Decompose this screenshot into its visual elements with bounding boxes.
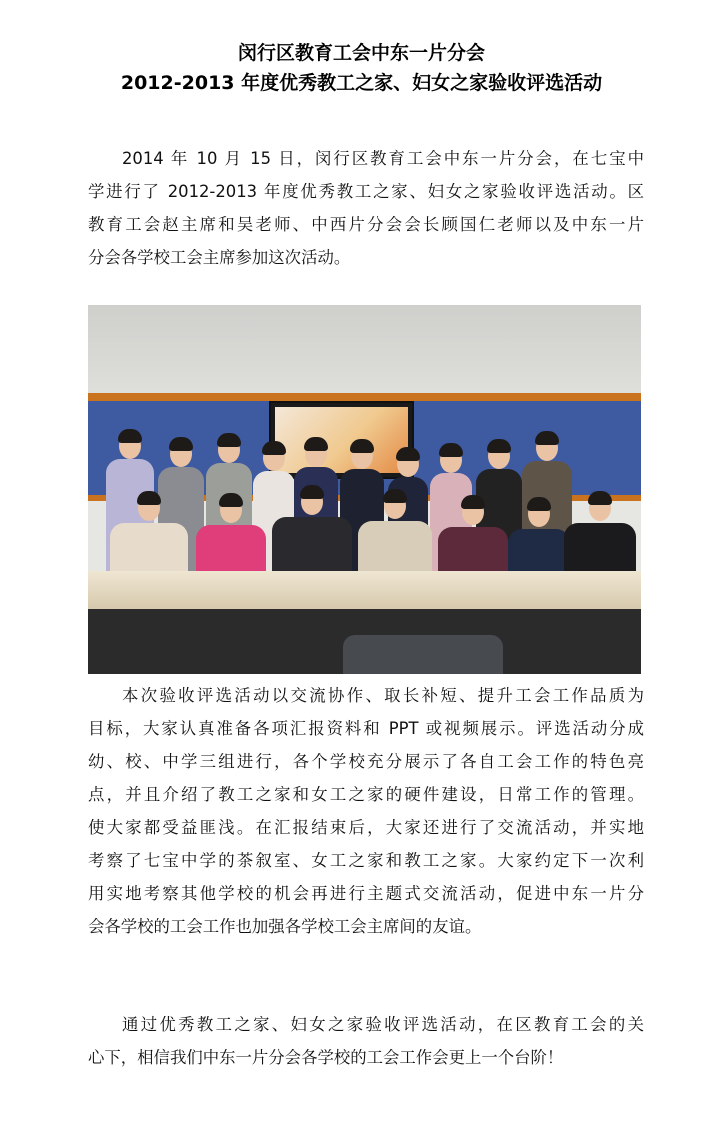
photo-person [564, 491, 636, 577]
photo-person [438, 495, 508, 577]
paragraph-activity [88, 679, 644, 943]
paragraph-line: 学进行了 2012-2013 年度优秀教工之家、妇女之家验收评选活动。区 [88, 182, 644, 201]
paragraph-intro [88, 142, 644, 274]
document-title-line-1: 闵行区教育工会中东一片分会 [237, 42, 485, 64]
paragraph-line: 心下，相信我们中东一片分会各学校的工会工作会更上一个台阶！ [88, 1048, 564, 1067]
paragraph-line: 通过优秀教工之家、妇女之家验收评选活动，在区教育工会的关 [122, 1015, 644, 1034]
photo-table [88, 571, 641, 609]
paragraph-line: 分会各学校工会主席参加这次活动。 [88, 248, 351, 267]
photo-person [196, 493, 266, 577]
paragraph-line: 本次验收评选活动以交流协作、取长补短、提升工会工作品质为 [122, 686, 644, 705]
paragraph-line: 目标，大家认真准备各项汇报资料和 PPT 或视频展示。评选活动分成 [88, 719, 644, 738]
photo-person [508, 497, 570, 577]
photo-person [110, 491, 188, 577]
document-title-line-2: 2012-2013 年度优秀教工之家、妇女之家验收评选活动 [120, 72, 603, 94]
photo-person [272, 485, 352, 577]
paragraph-line: 点，并且介绍了教工之家和女工之家的硬件建设，日常工作的管理。 [88, 785, 644, 804]
group-photo [88, 305, 641, 674]
paragraph-line: 用实地考察其他学校的机会再进行主题式交流活动，促进中东一片分 [88, 884, 644, 903]
photo-person [358, 489, 432, 577]
paragraph-line: 教育工会赵主席和吴老师、中西片分会会长顾国仁老师以及中东一片 [88, 215, 644, 234]
photo-wall-stripe [88, 393, 641, 401]
photo-ceiling [88, 305, 641, 393]
paragraph-line: 会各学校的工会工作也加强各学校工会主席间的友谊。 [88, 917, 482, 936]
paragraph-conclusion [88, 1008, 644, 1074]
paragraph-line: 2014 年 10 月 15 日，闵行区教育工会中东一片分会，在七宝中 [122, 149, 644, 168]
photo-chair [343, 635, 503, 674]
paragraph-line: 幼、校、中学三组进行，各个学校充分展示了各自工会工作的特色亮 [88, 752, 644, 771]
paragraph-line: 考察了七宝中学的茶叙室、女工之家和教工之家。大家约定下一次利 [88, 851, 644, 870]
paragraph-line: 使大家都受益匪浅。在汇报结束后，大家还进行了交流活动，并实地 [88, 818, 644, 837]
